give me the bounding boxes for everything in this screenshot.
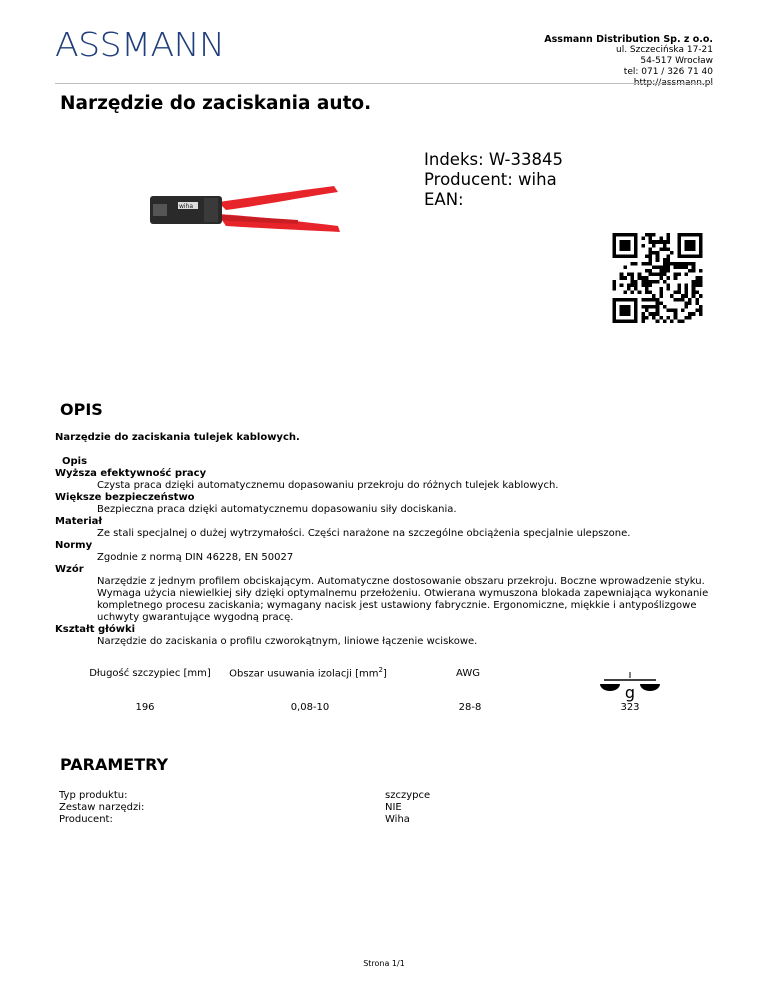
spec-header-awg: AWG (456, 668, 480, 679)
product-meta (424, 150, 563, 210)
qr-code (610, 233, 705, 323)
feature-text: Zgodnie z normą DIN 46228, EN 50027 (97, 552, 294, 563)
address-line: 54-517 Wrocław (640, 56, 713, 66)
address-line: ul. Szczecińska 17-21 (616, 45, 713, 55)
feature-text: Narzędzie do zaciskania o profilu czworokątnym, liniowe łączenie wciskowe. (97, 636, 478, 647)
param-values (385, 790, 430, 826)
spec-value-length: 196 (135, 702, 155, 713)
weight-scale-icon (598, 670, 662, 704)
feature-text: Ze stali specjalnej o dużej wytrzymałości. Części narażone na szczególne obciążenia specjalnie ulepszone. (97, 528, 631, 539)
feature-term: Wyższa efektywność pracy (55, 468, 207, 479)
spec-header-strip-area: Obszar usuwania izolacji $[mm^2]$ (229, 666, 387, 680)
spec-value-awg: 28-8 (458, 702, 482, 713)
section-heading-opis: OPIS (60, 400, 103, 419)
product-ean: EAN: (424, 190, 464, 209)
param-labels (59, 790, 144, 826)
tool-brand-label: wiha (179, 203, 194, 210)
page-title: Narzędzie do zaciskania auto. (60, 93, 372, 114)
param-label: Typ produktu: (59, 790, 128, 801)
feature-text: Narzędzie z jednym profilem obciskającym. Automatyczne dostosowanie obszaru przekroju. Boczne wprowadzenie styku. Wymaga użycia niewielkiej siły dzięki optymalnemu przełożeniu. Otwierana wymuszona blokada zapewniająca wykonanie kompletnego procesu zaciskania; wymagany nacisk jest ustawiony fabrycznie. Ergonomiczne, miękkie i antypoślizgowe uchwyty gwarantujące wygodną pracę. (97, 576, 709, 623)
feature-term: Wzór (55, 564, 84, 575)
param-value: Wiha (385, 814, 410, 825)
param-value: szczypce (385, 790, 431, 801)
feature-text: Czysta praca dzięki automatycznemu dopasowaniu przekroju do różnych tulejek kablowych. (97, 480, 559, 491)
feature-term: Większe bezpieczeństwo (55, 492, 195, 503)
opis-subheading: Opis (62, 456, 88, 467)
website-link[interactable]: http://assmann.pl (633, 78, 713, 88)
spec-value-strip-area: 0,08-10 (290, 702, 330, 713)
header-divider (55, 83, 713, 84)
section-heading-parametry: PARAMETRY (60, 755, 169, 774)
page-number: Strona 1/1 (363, 959, 405, 968)
company-name: Assmann Distribution Sp. z o.o. (544, 34, 713, 45)
param-value: NIE (385, 802, 402, 813)
crimping-tool-image (148, 180, 343, 238)
weight-icon-label: g (624, 683, 636, 702)
param-label: Producent: (59, 814, 113, 825)
opis-lead: Narzędzie do zaciskania tulejek kablowych. (55, 432, 300, 443)
feature-text: Bezpieczna praca dzięki automatycznemu dopasowaniu siły dociskania. (97, 504, 457, 515)
spec-value-weight: 323 (620, 702, 640, 713)
feature-term: Materiał (55, 516, 103, 527)
feature-term: Kształt główki (55, 624, 136, 635)
product-producer: Producent: wiha (424, 170, 557, 189)
spec-header-length: Długość szczypiec [mm] (89, 668, 211, 679)
param-label: Zestaw narzędzi: (59, 802, 145, 813)
address-line: tel: 071 / 326 71 40 (623, 67, 713, 77)
product-index: Indeks: W-33845 (424, 150, 563, 169)
feature-term: Normy (55, 540, 93, 551)
company-address (544, 34, 713, 89)
assmann-logo: ASSMANN (55, 25, 225, 64)
opis-description (55, 456, 715, 648)
